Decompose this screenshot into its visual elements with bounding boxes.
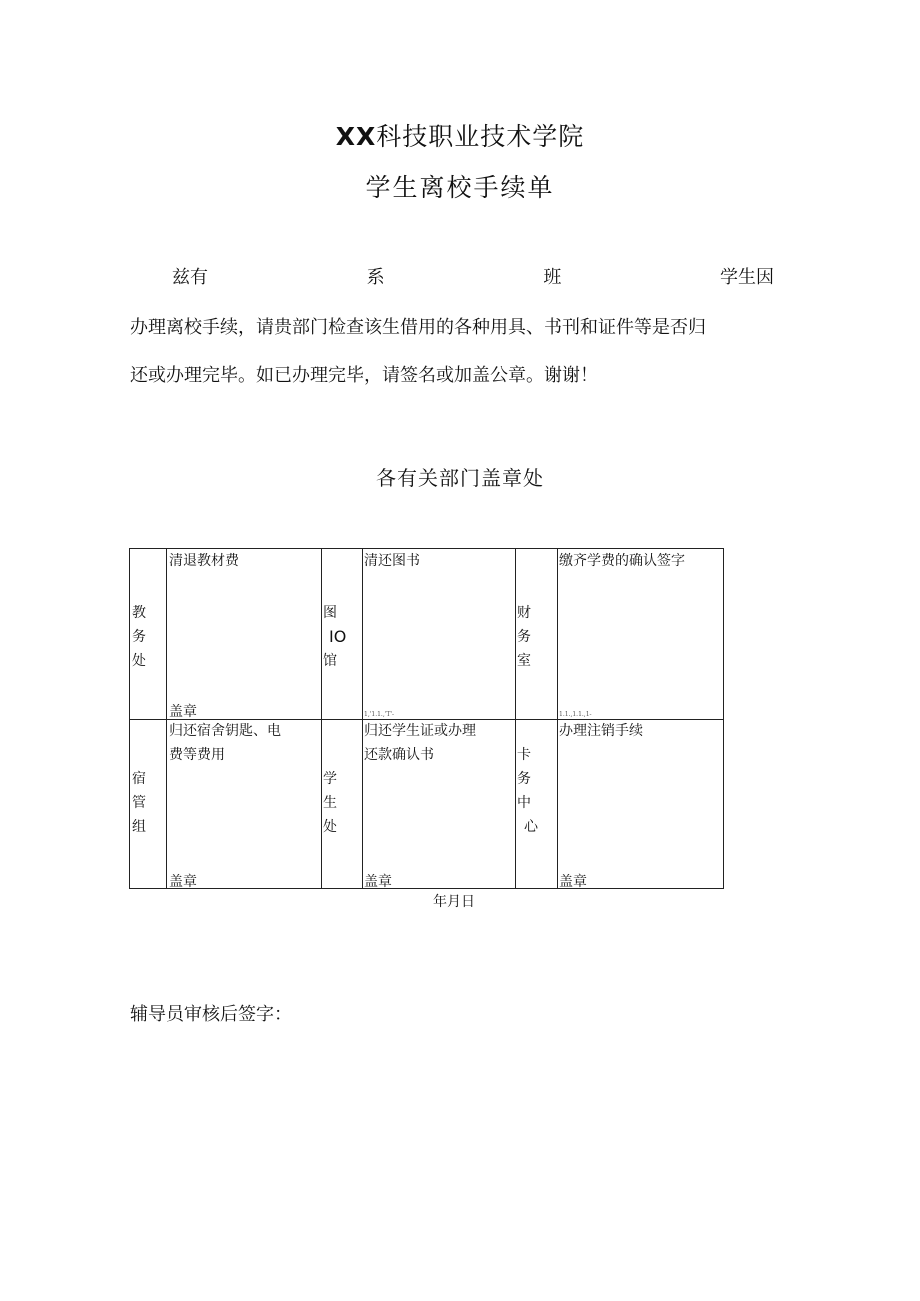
dept-library: 图 IO 馆 bbox=[323, 605, 347, 669]
stamp-label: 盖章 bbox=[169, 874, 197, 890]
dept-student-affairs: 学 生 处 bbox=[323, 771, 337, 835]
intro-word-xi: 系 bbox=[366, 267, 385, 288]
item-dorm-keys: 归还宿舍钥匙、电 费等费用 bbox=[169, 723, 281, 763]
stamp-section-title: 各有关部门盖章处 bbox=[376, 466, 544, 490]
stamp-table bbox=[129, 548, 724, 889]
date-line: 年月日 bbox=[433, 894, 475, 910]
dept-card-center: 卡 务 中 心 bbox=[517, 747, 538, 835]
item-tuition-confirmation: 缴齐学费的确认签字 bbox=[559, 553, 685, 569]
intro-word-ban: 班 bbox=[543, 267, 562, 288]
stamp-label: 盖章 bbox=[559, 874, 587, 890]
stamp-label: 盖章 bbox=[364, 874, 392, 890]
school-prefix: XX bbox=[335, 122, 377, 151]
intro-line-3: 还或办理完毕。如已办理完毕，请签名或加盖公章。谢谢！ bbox=[130, 365, 598, 386]
dept-finance: 财 务 室 bbox=[517, 605, 531, 669]
intro-word-xueshengyin: 学生因 bbox=[719, 267, 774, 288]
intro-line-1 bbox=[172, 263, 774, 289]
faint-stamp-mark: 1.1.,1.1.,1- bbox=[559, 711, 592, 718]
intro-line-2: 办理离校手续，请贵部门检查该生借用的各种用具、书刊和证件等是否归 bbox=[130, 317, 706, 338]
counselor-signature-label: 辅导员审核后签字： bbox=[130, 1004, 292, 1025]
school-name bbox=[0, 117, 920, 153]
item-cancellation: 办理注销手续 bbox=[559, 723, 643, 739]
form-title: 学生离校手续单 bbox=[365, 173, 555, 202]
intro-word-ziyou: 兹有 bbox=[172, 267, 208, 288]
school-name-text: 科技职业技术学院 bbox=[376, 122, 585, 151]
item-return-books: 清还图书 bbox=[364, 553, 420, 569]
stamp-label: 盖章 bbox=[169, 704, 197, 720]
faint-stamp-mark: 1,'1.1.,'T'- bbox=[364, 711, 395, 718]
item-textbook-fee: 清退教材费 bbox=[169, 553, 239, 569]
item-student-id: 归还学生证或办理 还款确认书 bbox=[364, 723, 476, 763]
dept-academic-affairs: 教 务 处 bbox=[132, 605, 146, 669]
dept-dormitory: 宿 管 组 bbox=[132, 771, 146, 835]
